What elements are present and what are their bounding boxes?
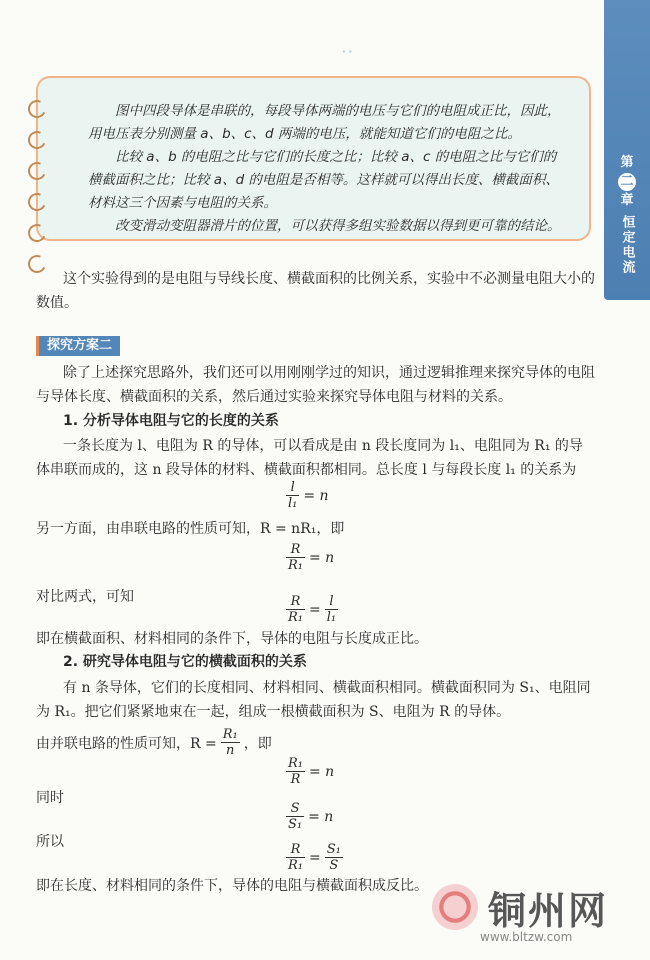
parallel-post: ，即 [243, 735, 272, 752]
eq1-denominator: l₁ [288, 496, 298, 511]
parallel-numerator: R₁ [222, 727, 238, 742]
intro-paragraph: 除了上述探究思路外，我们还可以用刚刚学过的知识，通过逻辑推理来探究导体的电阻与导体长度、横截面积的关系，然后通过实验来探究导体电阻与材料的关系。 [36, 365, 595, 405]
watermark-name: 铜州网 [488, 889, 609, 933]
chapter-number: 二 [618, 173, 636, 191]
eq6-denominator: R₁ [288, 858, 303, 873]
eq5-denominator: S₁ [288, 817, 303, 832]
parallel-denominator: n [226, 743, 235, 758]
chapter-title: 恒定电流 [619, 215, 635, 275]
eq3-numerator: R [286, 594, 305, 610]
equation-s-ratio [286, 801, 333, 832]
chapter-prefix: 第 [620, 155, 634, 170]
length-paragraph: 一条长度为 l、电阻为 R 的导体，可以看成是由 n 段长度同为 l₁、电阻同为 R₁ 的导体串联而成的，这 n 段导体的材料、横截面积都相同。总长度 l 与每段长度 l₁ 的关系为 [36, 438, 583, 478]
eq5-numerator: S [286, 801, 304, 817]
heading-area: 2. 研究导体电阻与它的横截面积的关系 [63, 654, 307, 670]
eq2-denominator: R₁ [288, 558, 303, 573]
eq3-denominator: R₁ [288, 610, 303, 625]
compare-line: 对比两式，可知 [36, 589, 134, 605]
eq4-numerator: R₁ [288, 756, 303, 771]
result-paragraph: 这个实验得到的是电阻与导线长度、横截面积的比例关系，实验中不必测量电阻大小的数值。 [36, 271, 595, 311]
parallel-line [36, 727, 272, 758]
chapter-side-tab [604, 0, 650, 300]
so-line: 所以 [36, 834, 64, 850]
also-line: 同时 [36, 790, 64, 806]
equation-r-l [286, 594, 338, 625]
watermark-logo-icon [432, 884, 478, 930]
heading-length: 1. 分析导体电阻与它的长度的关系 [63, 413, 279, 429]
eq3-numerator-2: l [325, 594, 338, 610]
eq5-rhs: = n [308, 808, 334, 825]
eq2-numerator: R [286, 542, 305, 558]
series-line: 另一方面，由串联电路的性质可知，R = nR₁，即 [36, 521, 345, 537]
note-paragraph-3: 改变滑动变阻器滑片的位置，可以获得多组实验数据以得到更可靠的结论。 [115, 218, 561, 234]
eq1-numerator: l [286, 480, 299, 496]
equation-l-ratio [286, 480, 329, 511]
conclusion-area: 即在长度、材料相同的条件下，导体的电阻与横截面积成反比。 [36, 878, 428, 894]
eq6-numerator: R [286, 842, 305, 858]
equation-r-ratio [286, 542, 334, 573]
eq2-rhs: = n [309, 549, 335, 566]
note-paragraph-1: 图中四段导体是串联的，每段导体两端的电压与它们的电阻成正比，因此，用电压表分别测量 a、b、c、d 两端的电压，就能知道它们的电阻之比。 [88, 103, 561, 142]
binder-rings-icon [28, 100, 54, 286]
watermark [432, 880, 632, 950]
eq4-rhs: = n [309, 763, 335, 780]
decoration-dots: ∙ ∙ [342, 47, 353, 56]
eq4-denominator: R [290, 772, 301, 787]
equation-r-s [286, 842, 343, 873]
eq6-denominator-2: S [329, 858, 339, 873]
parallel-pre: 由并联电路的性质可知，R = [36, 735, 217, 752]
eq3-denominator-2: l₁ [326, 610, 337, 625]
section-tag: 探究方案二 [36, 336, 120, 356]
equation-r1-r [286, 756, 334, 787]
eq1-rhs: = n [303, 487, 329, 504]
chapter-suffix: 章 [620, 193, 634, 208]
note-box [36, 76, 591, 241]
note-paragraph-2: 比较 a、b 的电阻之比与它们的长度之比；比较 a、c 的电阻之比与它们的横截面积之比；比较 a、d 的电阻是否相等。这样就可以得出长度、横截面积、材料这三个因素与电阻的关系。 [88, 149, 559, 211]
eq6-equals: = [309, 849, 321, 866]
conclusion-length: 即在横截面积、材料相同的条件下，导体的电阻与长度成正比。 [36, 631, 428, 647]
area-paragraph: 有 n 条导体，它们的长度相同、材料相同、横截面积相同。横截面积同为 S₁、电阻同为 R₁。把它们紧紧地束在一起，组成一根横截面积为 S、电阻为 R 的导体。 [36, 680, 591, 720]
watermark-url: www.bltzw.com [480, 930, 573, 944]
eq6-numerator-2: S₁ [326, 842, 341, 857]
eq3-equals: = [309, 601, 321, 618]
